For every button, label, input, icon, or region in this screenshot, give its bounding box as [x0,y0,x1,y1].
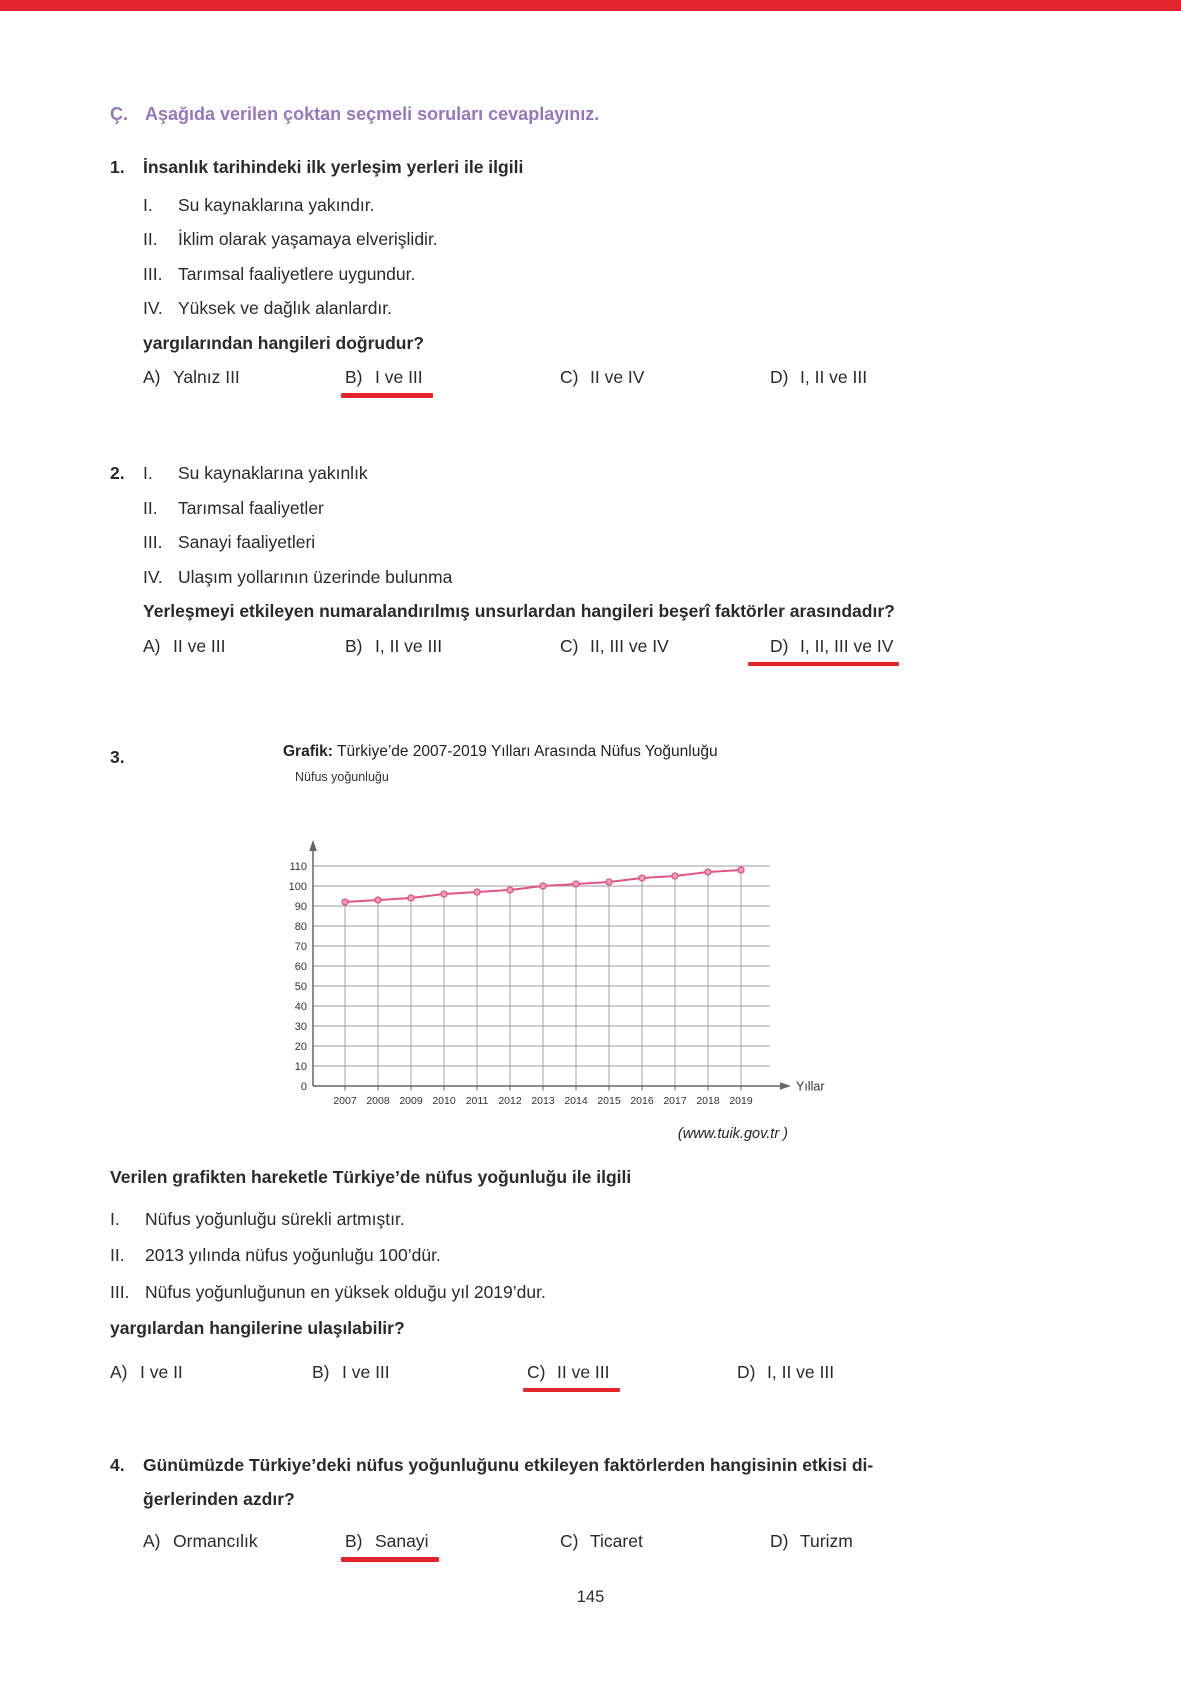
question-intro: Verilen grafikten hareketle Türkiye’de nüfus yoğunluğu ile ilgili [110,1167,632,1187]
question-prompt: yargılarından hangileri doğrudur? [143,332,424,353]
list-item-text: Sanayi faaliyetleri [178,532,316,552]
list-item-text: İklim olarak yaşamaya elverişlidir. [178,229,438,249]
roman-numeral: II. [143,229,158,249]
svg-text:40: 40 [294,1000,307,1013]
roman-numeral: III. [110,1281,130,1302]
list-item-text: Nüfus yoğunluğunun en yüksek olduğu yıl 2019’dur. [145,1281,546,1302]
question-4 [110,1448,1070,1554]
option-b-marked-answer: B) Sanayi [345,1530,429,1554]
svg-text:2019: 2019 [729,1094,753,1107]
question-prompt: Yerleşmeyi etkileyen numaralandırılmış unsurlardan hangileri beşerî faktörler arasındadır? [143,601,895,621]
question-3-text [110,1166,1070,1385]
svg-text:2015: 2015 [597,1094,621,1107]
section-letter: Ç. [110,104,128,124]
svg-text:50: 50 [294,980,307,993]
chart-title-text: Türkiye’de 2007-2019 Yılları Arasında Nüfus Yoğunluğu [337,743,718,760]
list-item [110,1208,1070,1232]
options-row [77,1361,1037,1385]
question-text: Günümüzde Türkiye’deki nüfus yoğunluğunu etkileyen faktörlerden hangisinin etkisi di- ğerlerinden azdır? [143,1455,874,1509]
svg-text:2012: 2012 [498,1094,522,1107]
page-number: 145 [576,1588,605,1606]
options-row [110,635,1070,659]
roman-numeral: II. [110,1245,125,1265]
option-d: D) Turizm [770,1531,853,1551]
svg-text:2013: 2013 [531,1094,555,1107]
question-number: 1. [110,157,125,177]
roman-numeral: I. [110,1208,120,1229]
list-item-text: Nüfus yoğunluğu sürekli artmıştır. [145,1208,405,1229]
question-prompt: yargılardan hangilerine ulaşılabilir? [110,1318,405,1338]
list-item [110,1281,1070,1305]
options-row [110,1530,1070,1554]
option-d: D) I, II ve III [770,367,868,387]
svg-text:2017: 2017 [663,1094,687,1107]
option-c-marked-answer: C) II ve III [527,1361,610,1385]
svg-text:2010: 2010 [432,1094,456,1107]
roman-numeral: I. [143,463,153,483]
population-density-chart [283,742,863,1146]
svg-text:60: 60 [294,960,307,973]
svg-text:2014: 2014 [564,1094,588,1107]
option-c: C) II ve IV [560,367,645,387]
svg-text:Yıllar: Yıllar [796,1079,825,1093]
option-c: C) Ticaret [560,1531,643,1551]
list-item-text: 2013 yılında nüfus yoğunluğu 100’dür. [145,1245,441,1265]
list-item-text: Su kaynaklarına yakındır. [178,194,375,215]
question-4-heading [110,1448,1070,1516]
option-b: B) I, II ve III [345,635,443,656]
list-item-text: Tarımsal faaliyetler [178,497,324,518]
question-1-heading [110,156,1070,180]
question-number: 2. [110,463,125,483]
svg-text:2011: 2011 [465,1094,489,1107]
list-item [143,566,1070,590]
option-a: A) Yalnız III [143,367,240,387]
line-chart-svg [283,791,843,1121]
svg-text:100: 100 [288,880,307,893]
svg-text:70: 70 [294,940,307,953]
y-axis-label: Nüfus yoğunluğu [295,770,389,784]
svg-text:0: 0 [300,1080,307,1093]
option-b-marked-answer: B) I ve III [345,366,423,390]
svg-text:30: 30 [294,1020,307,1033]
list-item [143,194,1070,218]
roman-numeral: I. [143,194,153,215]
list-item [143,497,1070,521]
chart-source: (www.tuik.gov.tr ) [677,1125,788,1142]
option-a: A) Ormancılık [143,1531,258,1551]
question-number: 3. [110,747,125,767]
svg-text:2018: 2018 [696,1094,720,1107]
svg-text:2007: 2007 [333,1094,357,1107]
question-intro: İnsanlık tarihindeki ilk yerleşim yerleri ile ilgili [143,157,524,177]
question-2 [110,462,1070,659]
list-item-text: Su kaynaklarına yakınlık [178,463,368,483]
roman-numeral: III. [143,263,163,284]
option-a: A) I ve II [110,1361,183,1382]
svg-text:2016: 2016 [630,1094,654,1107]
svg-text:20: 20 [294,1040,307,1053]
question-3 [110,742,1070,1442]
list-item [110,1244,1070,1268]
list-item [143,263,1070,287]
option-b: B) I ve III [312,1361,390,1382]
option-d-marked-answer: D) I, II, III ve IV [770,635,893,659]
question-number: 4. [110,1455,125,1475]
list-item [143,297,1070,321]
option-d: D) I, II ve III [737,1361,835,1382]
list-item-text: Tarımsal faaliyetlere uygundur. [178,263,416,284]
list-item-text: Ulaşım yollarının üzerinde bulunma [178,566,453,587]
section-instruction: Aşağıda verilen çoktan seçmeli soruları cevaplayınız. [145,104,600,124]
question-1 [110,156,1070,390]
list-item [143,531,1070,555]
list-item [143,228,1070,252]
roman-numeral: III. [143,532,163,552]
option-a: A) II ve III [143,635,226,656]
chart-title [283,742,863,762]
chart-title-label: Grafik: [283,743,333,760]
svg-text:2008: 2008 [366,1094,390,1107]
svg-text:80: 80 [294,920,307,933]
question-2-heading [110,462,1070,486]
svg-text:10: 10 [294,1060,307,1073]
svg-text:90: 90 [294,900,307,913]
top-accent-bar [0,0,1181,11]
roman-numeral: IV. [143,298,163,318]
svg-text:2009: 2009 [399,1094,423,1107]
roman-numeral: II. [143,497,158,518]
section-header [110,102,599,126]
list-item-text: Yüksek ve dağlık alanlardır. [178,298,393,318]
svg-text:110: 110 [289,860,307,873]
roman-numeral: IV. [143,566,163,587]
option-c: C) II, III ve IV [560,635,669,656]
options-row [110,366,1070,390]
